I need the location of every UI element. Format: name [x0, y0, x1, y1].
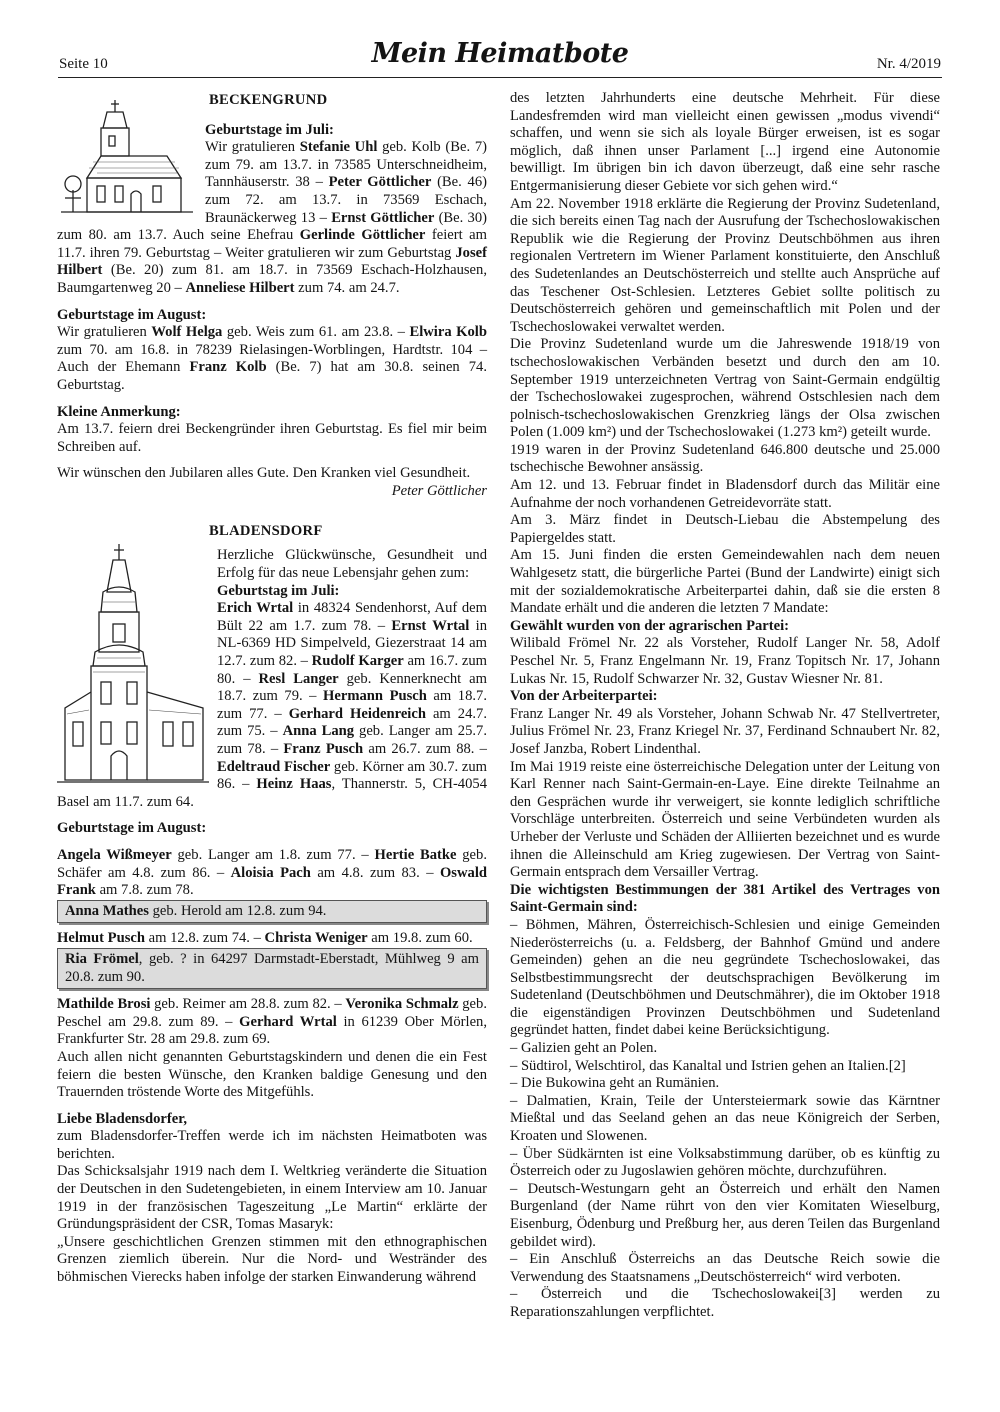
letter-paragraph: „Unsere geschichtlichen Grenzen stimmen mit den ethnographischen Grenzen ziemlich überein. Nur die Nord- und Westränder des böhmischen Vierecks haben infolge der starken Einwanderung während [57, 1233, 487, 1286]
treaty-item: – Deutsch-Westungarn geht an Österreich und erhält den Namen Burgenland (der Name rührt von den vier Komitaten Wieselburg, Eisenburg, Ödenburg und Preßburg her, aus deren Teilen das Burgenland gebildet wird). [510, 1180, 940, 1250]
workers-party-members: Franz Langer Nr. 49 als Vorsteher, Johann Schwab Nr. 47 Stellvertreter, Julius Frömel Nr. 23, Franz Kriegel Nr. 37, Ferdinand Schnaubert Nr. 82, Josef Janzba, Robert Lindenthal. [510, 705, 940, 757]
heading-august-beckengrund: Geburtstage im August: [57, 306, 207, 323]
letter-paragraph: Das Schicksalsjahr 1919 nach dem I. Weltkrieg veränderte die Situation der Deutschen in den Sudetengebieten, in einem Interview am 10. Januar 1919 in der französischen Tageszeitung „Le Martin“ erklärte der Gründungspräsident der CSR, Tomas Masaryk: [57, 1163, 487, 1233]
church-illustration [57, 542, 209, 792]
letter-paragraph: zum Bladensdorfer-Treffen werde ich im nächsten Heimatboten was berichten. [57, 1128, 487, 1162]
section-title-bladensdorf: BLADENSDORF [209, 522, 323, 539]
heading-remark: Kleine Anmerkung: [57, 403, 181, 420]
remark-text: Am 13.7. feiern drei Beckengründer ihren Geburtstag. Es fiel mir beim Schreiben auf. [57, 421, 487, 455]
history-paragraph: Am 3. März findet in Deutsch-Liebau die Abstempelung des Papiergeldes statt. [510, 512, 940, 546]
birthdays-august-continued: Helmut Pusch am 12.8. zum 74. – Christa Weniger am 19.8. zum 60. [57, 930, 473, 947]
treaty-item: – Österreich und die Tschechoslowakei[3] werden zu Reparationszahlungen verpflichtet. [510, 1286, 940, 1320]
section-bladensdorf [57, 523, 487, 1287]
birthdays-august-more: Mathilde Brosi geb. Reimer am 28.8. zum 82. – Veronika Schmalz geb. Peschel am 29.8. zum 89. – Gerhard Wrtal in 61239 Ober Mörlen, Frankfurter Str. 28 am 29.8. zum 69. [57, 996, 488, 1048]
treaty-item: – Südtirol, Welschtirol, das Kanaltal und Istrien gehen an Italien.[2] [510, 1057, 906, 1074]
history-paragraph: des letzten Jahrhunderts eine deutsche Mehrheit. Für diese Landesfremden wird man vielleicht einen gewissen „modus vivendi“ schaffen, und wenn sie sich als loyale Bürger erweisen, ist es sogar möglich, daß ihnen unser Parlament [...] irgend eine Autonomie bewilligt. Im übrigen bin ich davon überzeugt, daß eine sehr rasche Entgermanisierung dieser Gebiete vor sich gehen wird.“ [510, 90, 940, 194]
section-title-beckengrund: BECKENGRUND [209, 92, 328, 108]
treaty-item: – Galizien geht an Polen. [510, 1040, 658, 1057]
heading-july-bladensdorf: Geburtstag im Juli: [217, 582, 340, 599]
left-column [57, 90, 487, 1287]
heading-treaty: Die wichtigsten Bestimmungen der 381 Artikel des Vertrages von Saint-Germain sind: [510, 881, 940, 916]
history-paragraph: Am 22. November 1918 erklärte die Regierung der Provinz Sudetenland, die sich bereits einen Tag nach der Ausrufung der Tschechoslowakischen Republik wie die Regierung der Provinz Deutschböhmen aus ihren regionalen Vertretern im Wiener Parlament konstituierte, den Anschluß des Sudetenlandes an Deutschösterreich und stellte auch Ansprüche auf das Teschener Ost-Schlesien. Letzteres Gebiet sollte politisch zu Deutschösterreich gehören und gemeinschaftlich mit Polen und der Tschechoslowakei verwaltet werden. [510, 195, 940, 335]
right-column [510, 90, 940, 1322]
birthdays-august-bladensdorf: Angela Wißmeyer geb. Langer am 1.8. zum 77. – Hertie Batke geb. Schäfer am 4.8. zum 86. – Aloisia Pach am 4.8. zum 83. – Oswald Frank am 7.8. zum 78. [57, 846, 487, 899]
history-paragraph: Am 15. Juni finden die ersten Gemeindewahlen nach dem neuen Wahlgesetz statt, die bürgerliche Partei (Bund der Landwirte) einigt sich mit der sozialdemokratische Arbeiterpartei dahin, daß sie die ersten 8 Mandate erhält und die anderen die letzten 7 Mandate: [510, 547, 940, 617]
wishes-text: Wir wünschen den Jubilaren alles Gute. Den Kranken viel Gesundheit. Peter Göttlicher [57, 465, 487, 499]
section-beckengrund [57, 92, 487, 499]
issue-number: Nr. 4/2019 [876, 56, 941, 72]
history-paragraph: 1919 waren in der Provinz Sudetenland 646.800 deutsche und 25.000 tschechische Bewohner ansässig. [510, 441, 940, 476]
bladensdorf-intro: Herzliche Glückwünsche, Gesundheit und Erfolg für das neue Lebensjahr gehen zum: [217, 547, 487, 582]
closing-wishes: Auch allen nicht genannten Geburtstagskindern und denen die ein Fest feiern die besten Wünsche, den Kranken baldige Genesung und den Trauernden tröstende Worte des Mitgefühls. [57, 1048, 487, 1101]
treaty-item: – Die Bukowina geht an Rumänien. [510, 1075, 720, 1092]
history-paragraph: Die Provinz Sudetenland wurde um die Jahreswende 1918/19 von tschechoslowakischen Verbänden besetzt und durch den am 10. September 1919 unterzeichneten Vertrag von Saint-Germain endgültig der Tschechoslowakei zugesprochen, während Ostschlesien nach dem polnisch-tschechoslowakischen Grenzkrieg längs der Olsa zwischen Polen (1.009 km²) und der Tschechoslowakei (1.273 km²) geteilt wurde. [510, 336, 940, 441]
header-rule [58, 77, 942, 78]
church-illustration [57, 98, 197, 218]
history-paragraph: Im Mai 1919 reiste eine österreichische Delegation unter der Leitung von Karl Renner nach Saint-Germain-en-Laye. Eine direkte Teilnahme an den Gesprächen wurde ihr verweigert, sie konnte lediglich schriftliche Vorschläge unterbreiten. Österreich und seine Verbündeten wurden als Urheber der Verluste und Schäden der Alliierten bezeichnet und es wurde ihnen die Alleinschuld am Krieg zugewiesen. Der Vertrag von Saint-Germain entsprach dem Versailler Vertrag. [510, 758, 940, 881]
history-paragraph: Am 12. und 13. Februar findet in Bladensdorf durch das Militär eine Aufnahme der noch vorhandenen Getreidevorräte statt. [510, 477, 940, 511]
page-number: Seite 10 [59, 56, 108, 72]
highlight-box-ria-froemel: Ria Frömel, geb. ? in 64297 Darmstadt-Eberstadt, Mühlweg 9 am 20.8. zum 90. [57, 948, 487, 989]
heading-workers-party: Von der Arbeiterpartei: [510, 688, 658, 705]
highlight-box-anna-mathes: Anna Mathes geb. Herold am 12.8. zum 94. [57, 900, 487, 924]
treaty-item: – Über Südkärnten ist eine Volksabstimmung darüber, ob es künftig zu Österreich oder zu Jugoslawien gehören möchte, durchzuführen. [510, 1145, 940, 1180]
masthead-logo: Mein Heimatbote [371, 38, 629, 69]
heading-agrar-party: Gewählt wurden von der agrarischen Partei: [510, 617, 790, 634]
author-signature: Peter Göttlicher [391, 482, 487, 499]
treaty-item: – Ein Anschluß Österreichs an das Deutsche Reich sowie die Verwendung des Staatsnamens „Deutschösterreich“ wird verboten. [510, 1251, 940, 1285]
treaty-item: – Dalmatien, Krain, Teile der Untersteiermark sowie das Kärntner Mießtal und das Seeland gehen an das neue Königreich der Serben, Kroaten und Slowenen. [510, 1092, 940, 1145]
agrar-party-members: Wilibald Frömel Nr. 22 als Vorsteher, Rudolf Langer Nr. 58, Adolf Peschel Nr. 5, Franz Engelmann Nr. 19, Franz Topitsch Nr. 17, Johann Lukas Nr. 15, Rudolf Schwarzer Nr. 32, Gustav Wiesner Nr. 81. [510, 635, 940, 687]
treaty-item: – Böhmen, Mähren, Österreichisch-Schlesien und einige Gemeinden Niederösterreichs (u. a. Feldsberg, der Bahnhof Gmünd und andere Gemeinden) gehen an die neu gegründete Tschechoslowakei, das Selbstbestimmungsrecht der deutschsprachigen Bevölkerung im Sudetenland (Deutschböhmen und Deutschmährer), die im Oktober 1918 die eigenständigen Provinzen Deutschböhmen und Sudetenland gegründet hatten, findet dabei keine Berücksichtigung. [510, 916, 940, 1039]
birthdays-july-bladensdorf: Erich Wrtal in 48324 Sendenhorst, Auf dem Bült 22 am 1.7. zum 78. – Ernst Wrtal in NL-6369 HD Simpelveld, Giezerstraat 14 am 12.7. zum 82. – Rudolf Karger am 16.7. zum 80. – Resl Langer geb. Kennerknecht am 18.7. zum 79. – Hermann Pusch am 18.7. zum 77. – Gerhard Heidenreich am 24.7. zum 75. – Anna Lang geb. Langer am 25.7. zum 78. – Franz Pusch am 26.7. zum 88. – Edeltraud Fischer geb. Körner am 30.7. zum 86. – Heinz Haas, Thannerstr. 5, CH-4054 Basel am 11.7. zum 64. [57, 600, 488, 810]
heading-august-bladensdorf: Geburtstage im August: [57, 820, 207, 837]
letter-heading: Liebe Bladensdorfer, [57, 1110, 187, 1127]
birthdays-july-beckengrund: Wir gratulieren Stefanie Uhl geb. Kolb (Be. 7) zum 79. am 13.7. in 73585 Unterschneidheim, Tannhäuserstr. 38 – Peter Göttlicher (Be. 46) zum 72. am 13.7. in 73569 Eschach, Braunäckerweg 13 – Ernst Göttlicher (Be. 30) zum 80. am 13.7. Auch seine Ehefrau Gerlinde Göttlicher feiert am 11.7. ihren 79. Geburtstag – Weiter gratulieren wir zum Geburtstag Josef Hilbert (Be. 20) zum 81. am 18.7. in 73569 Eschach-Holzhausen, Baumgartenweg 20 – Anneliese Hilbert zum 74. am 24.7. [57, 139, 487, 296]
birthdays-august-beckengrund: Wir gratulieren Wolf Helga geb. Weis zum 61. am 23.8. – Elwira Kolb zum 70. am 16.8. in 78239 Rielasingen-Worblingen, Hardtstr. 104 – Auch der Ehemann Franz Kolb (Be. 7) hat am 30.8. seinen 74. Geburtstag. [57, 324, 487, 393]
heading-july-beckengrund: Geburtstage im Juli: [205, 121, 334, 138]
